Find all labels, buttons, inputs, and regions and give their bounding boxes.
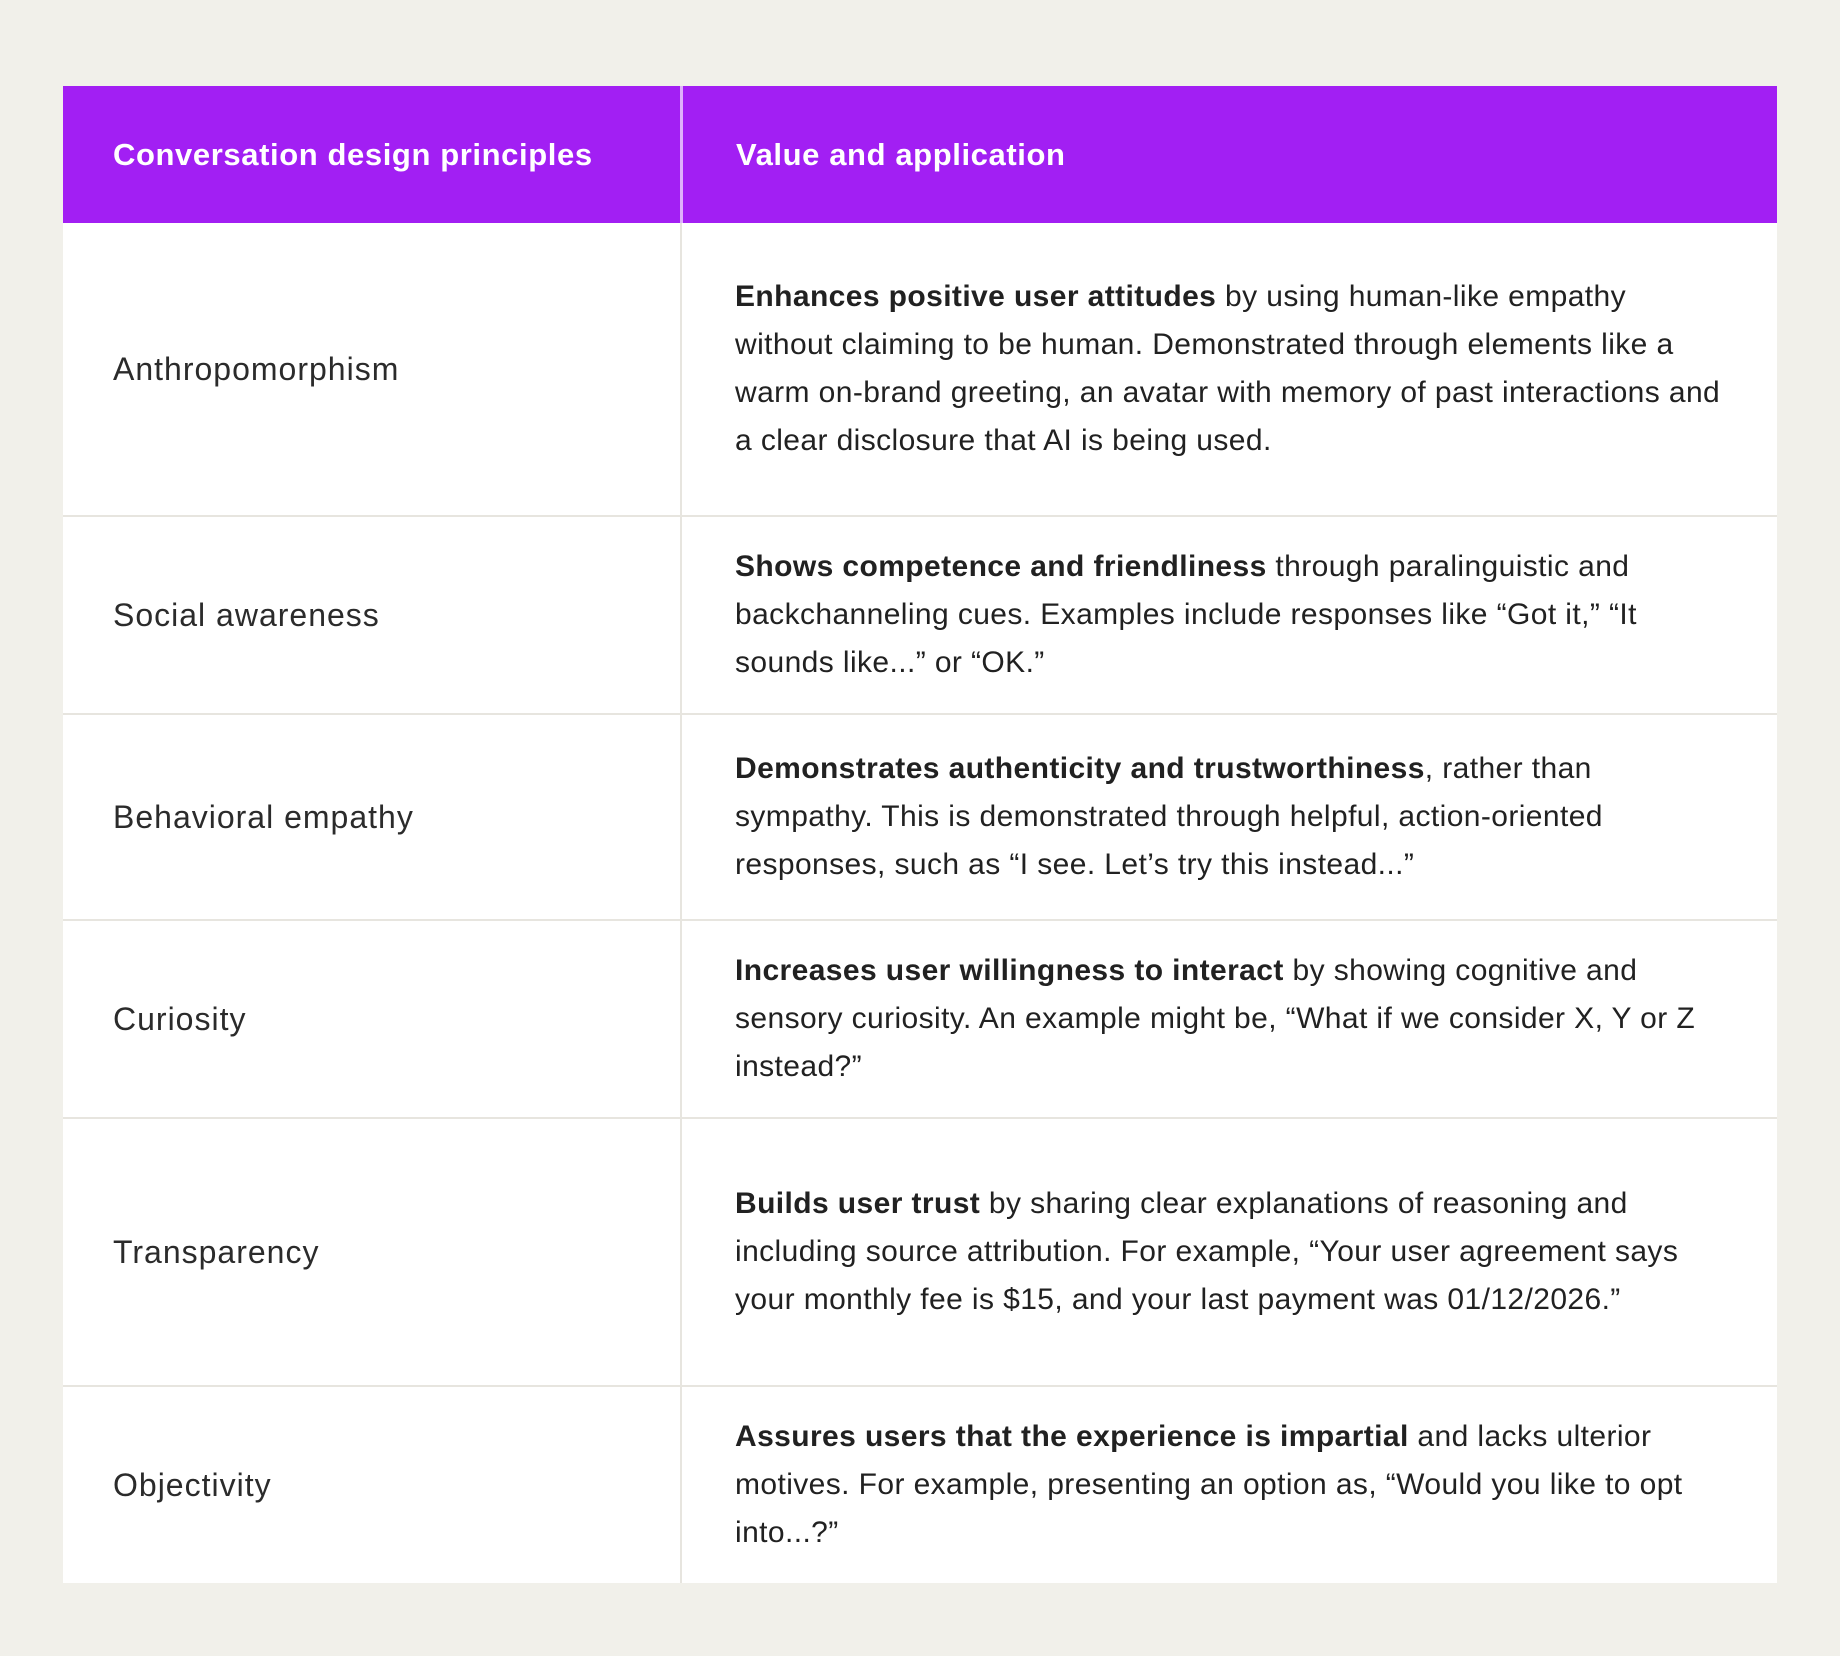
principle-cell [63, 1387, 680, 1583]
header-cell-value [680, 86, 1777, 223]
value-lead: Assures users that the experience is impartial [735, 1420, 1409, 1453]
value-rest: through paralinguistic and backchanneling cues. Examples include responses like “Got it,” “It sounds like...” or “OK.” [735, 550, 1637, 679]
principle-cell [63, 517, 680, 713]
table-row-social-awareness [63, 515, 1777, 713]
value-text [735, 1180, 1725, 1324]
value-cell [680, 1119, 1777, 1385]
principle-cell [63, 223, 680, 515]
value-lead: Shows competence and friendliness [735, 550, 1267, 583]
table-row-behavioral-empathy [63, 713, 1777, 919]
value-cell [680, 223, 1777, 515]
principle-label: Transparency [113, 1233, 320, 1270]
value-lead: Demonstrates authenticity and trustworthiness [735, 752, 1425, 785]
principle-label: Curiosity [113, 1000, 247, 1037]
value-rest: by using human-like empathy without claiming to be human. Demonstrated through elements like a warm on-brand greeting, an avatar with memory of past interactions and a clear disclosure that AI is being used. [735, 280, 1721, 457]
table-row-anthropomorphism [63, 223, 1777, 515]
value-text [735, 745, 1725, 889]
principle-label: Objectivity [113, 1466, 272, 1503]
value-text [735, 947, 1725, 1091]
conversation-design-principles-table [63, 86, 1777, 1583]
header-cell-principles [63, 86, 680, 223]
value-cell [680, 921, 1777, 1117]
table-row-objectivity [63, 1385, 1777, 1583]
table-row-transparency [63, 1117, 1777, 1385]
principle-cell [63, 715, 680, 919]
value-lead: Builds user trust [735, 1187, 981, 1220]
value-lead: Enhances positive user attitudes [735, 280, 1217, 313]
table-row-curiosity [63, 919, 1777, 1117]
value-text [735, 1413, 1725, 1557]
principle-cell [63, 1119, 680, 1385]
principle-cell [63, 921, 680, 1117]
principle-label: Social awareness [113, 596, 380, 633]
value-rest: , rather than sympathy. This is demonstrated through helpful, action-oriented responses, such as “I see. Let’s try this instead...” [735, 752, 1603, 881]
value-lead: Increases user willingness to interact [735, 954, 1284, 987]
value-cell [680, 715, 1777, 919]
table-header-row [63, 86, 1777, 223]
value-rest: by showing cognitive and sensory curiosity. An example might be, “What if we consider X, Y or Z instead?” [735, 954, 1696, 1083]
value-cell [680, 517, 1777, 713]
value-rest: by sharing clear explanations of reasoning and including source attribution. For example, “Your user agreement says your monthly fee is $15, and your last payment was 01/12/2026.” [735, 1187, 1679, 1316]
value-text [735, 273, 1725, 465]
value-rest: and lacks ulterior motives. For example, presenting an option as, “Would you like to opt into...?” [735, 1420, 1683, 1549]
value-text [735, 543, 1725, 687]
principle-label: Anthropomorphism [113, 350, 400, 387]
header-label-principles: Conversation design principles [113, 136, 593, 172]
header-label-value: Value and application [736, 136, 1066, 172]
principle-label: Behavioral empathy [113, 798, 414, 835]
value-cell [680, 1387, 1777, 1583]
